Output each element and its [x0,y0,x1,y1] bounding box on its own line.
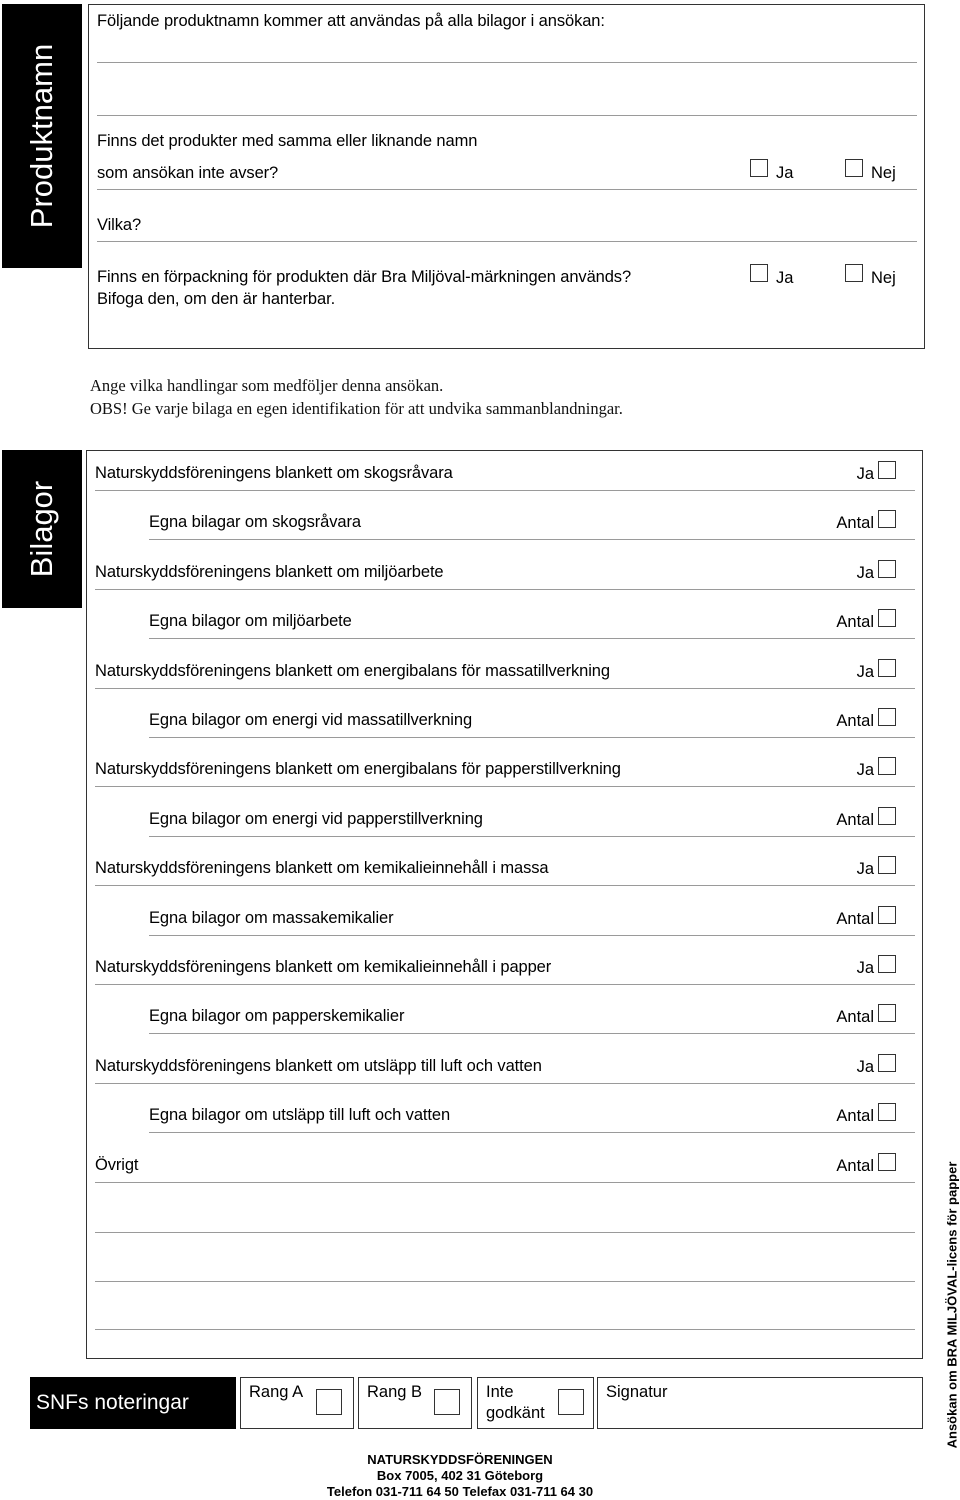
bilaga-label: Naturskyddsföreningens blankett om skogsråvara [95,464,453,482]
bilaga-row-line [149,1033,915,1034]
bilaga-row-line [95,589,915,590]
bilaga-checkbox[interactable] [878,1054,896,1072]
q1-line1: Finns det produkter med samma eller liknande namn [97,132,478,150]
bilaga-label: Egna bilagor om energi vid papperstillverkning [149,809,483,828]
bilaga-row [87,463,922,503]
signatur-label: Signatur [606,1383,668,1401]
bilaga-row-line [95,490,915,491]
produktnamn-tab-label: Produktnamn [24,43,59,229]
bilaga-label: Naturskyddsföreningens blankett om kemikalieinnehåll i massa [95,859,549,878]
footer-phone: Telefon 031-711 64 50 Telefax 031-711 64 30 [326,1484,594,1499]
bilagor-box [86,450,923,1359]
bilaga-tag: Ja [856,563,874,582]
bilaga-checkbox[interactable] [878,708,896,726]
vilka-label: Vilka? [97,216,142,234]
bilaga-checkbox[interactable] [878,856,896,874]
side-caption: Ansökan om BRA MILJÖVAL-licens för papper [944,1161,960,1449]
bilaga-tag: Antal [836,514,874,533]
bilagor-tab-label: Bilagor [24,480,59,578]
bilaga-tag: Ja [856,761,874,780]
bilaga-row [87,957,922,997]
bilaga-label: Egna bilagar om skogsråvara [149,513,361,532]
bilaga-tag: Antal [836,712,874,730]
bilaga-checkbox[interactable] [878,906,896,924]
bilaga-row-line [149,638,915,639]
bilaga-row [87,908,922,948]
produktnamn-tab [2,4,82,268]
bilaga-row [87,562,922,602]
inte-label: Inte [486,1383,514,1401]
bilaga-tag: Ja [856,1057,874,1076]
bilaga-tag: Antal [836,810,874,829]
bilaga-checkbox[interactable] [878,807,896,825]
rang-a-label: Rang A [249,1383,304,1401]
bilaga-row [87,661,922,701]
q1-nej-checkbox[interactable] [845,159,863,177]
bilaga-tag: Antal [836,909,874,928]
bilaga-checkbox[interactable] [878,510,896,528]
bilagor-tab [2,450,82,608]
rang-a-checkbox[interactable] [316,1389,342,1415]
footer-address: Box 7005, 402 31 Göteborg [376,1468,544,1483]
ovrigt-label: Övrigt [95,1156,139,1174]
product-name-line-1[interactable] [97,62,917,63]
instruction-line-2: OBS! Ge varje bilaga en egen identifikation för att undvika sammanblandningar. [90,399,623,418]
bilaga-label: Egna bilagor om utsläpp till luft och vatten [149,1106,451,1125]
bilaga-label: Naturskyddsföreningens blankett om utsläpp till luft och vatten [95,1056,542,1075]
bilaga-row-line [149,737,915,738]
ovrigt-tag: Antal [836,1157,874,1175]
bilaga-row-line [149,539,915,540]
bilaga-label: Naturskyddsföreningens blankett om kemikalieinnehåll i papper [95,958,552,976]
ovrigt-line-1[interactable] [95,1182,915,1183]
bilaga-row [87,809,922,849]
bilaga-tag: Antal [836,1107,874,1126]
bilaga-row [87,759,922,799]
product-name-line-2[interactable] [97,115,917,116]
produkt-intro: Följande produktnamn kommer att användas på alla bilagor i ansökan: [97,12,605,30]
bilaga-checkbox[interactable] [878,609,896,627]
signatur-box[interactable] [597,1377,923,1429]
bilaga-label: Egna bilagor om miljöarbete [149,612,352,631]
bilaga-row [87,512,922,552]
vilka-line[interactable] [97,241,917,242]
q1-line2: som ansökan inte avser? [97,164,279,182]
bilaga-tag: Antal [836,613,874,632]
bilaga-row-line [95,984,915,985]
ovrigt-line-4[interactable] [95,1329,915,1330]
bilaga-row-line [149,935,915,936]
bilaga-row-line [149,836,915,837]
q1-ja-checkbox[interactable] [750,159,768,177]
godkant-label: godkänt [486,1404,545,1422]
bilaga-checkbox[interactable] [878,1103,896,1121]
ovrigt-line-3[interactable] [95,1281,915,1282]
snfs-noteringar-label: SNFs noteringar [36,1391,189,1414]
bilaga-row [87,1056,922,1096]
produktnamn-box [88,4,925,349]
bilaga-label: Egna bilagor om papperskemikalier [149,1007,405,1026]
bilaga-row [87,1105,922,1145]
bilaga-checkbox[interactable] [878,461,896,479]
bilaga-label: Naturskyddsföreningens blankett om miljöarbete [95,562,444,581]
bilaga-checkbox[interactable] [878,560,896,578]
ovrigt-checkbox[interactable] [878,1153,896,1171]
bilaga-checkbox[interactable] [878,1004,896,1022]
footer-org: NATURSKYDDSFÖRENINGEN [367,1452,553,1467]
bilaga-tag: Ja [856,860,874,879]
bilaga-row-line [95,786,915,787]
bilaga-label: Naturskyddsföreningens blankett om energibalans för massatillverkning [95,661,610,680]
bilaga-checkbox[interactable] [878,757,896,775]
q2-ja-checkbox[interactable] [750,264,768,282]
bilaga-row-line [95,688,915,689]
bilaga-label: Egna bilagor om energi vid massatillverkning [149,711,473,729]
bilaga-tag: Ja [856,662,874,681]
instruction-line-1: Ange vilka handlingar som medföljer denna ansökan. [90,376,444,395]
inte-godkant-box [477,1377,594,1429]
rang-b-checkbox[interactable] [434,1389,460,1415]
rang-b-label: Rang B [367,1383,423,1401]
bilaga-tag: Ja [856,959,874,977]
bilaga-row [87,1006,922,1046]
bilaga-checkbox[interactable] [878,659,896,677]
bilaga-tag: Antal [836,1008,874,1027]
bilaga-row-line [95,885,915,886]
inte-godkant-checkbox[interactable] [558,1389,584,1415]
bilaga-tag: Ja [856,465,874,483]
rang-b-box [358,1377,472,1429]
rang-a-box [240,1377,354,1429]
q2-line2: Bifoga den, om den är hanterbar. [97,290,336,308]
q2-line1: Finns en förpackning för produkten där Bra Miljöval-märkningen används? [97,268,632,286]
q1-ja-label: Ja [776,164,794,182]
ovrigt-line-2[interactable] [95,1232,915,1233]
bilaga-label: Egna bilagor om massakemikalier [149,908,394,927]
q1-line[interactable] [97,189,917,190]
bilaga-row-line [95,1083,915,1084]
bilaga-row-line [149,1132,915,1133]
q1-nej-label: Nej [871,164,896,182]
q2-nej-checkbox[interactable] [845,264,863,282]
q2-ja-label: Ja [776,269,794,287]
snfs-noteringar-tab [30,1377,236,1429]
bilaga-row [87,710,922,750]
bilaga-checkbox[interactable] [878,955,896,973]
bilaga-label: Naturskyddsföreningens blankett om energibalans för papperstillverkning [95,760,621,779]
bilaga-row [87,858,922,898]
q2-nej-label: Nej [871,269,896,287]
bilaga-row [87,611,922,651]
